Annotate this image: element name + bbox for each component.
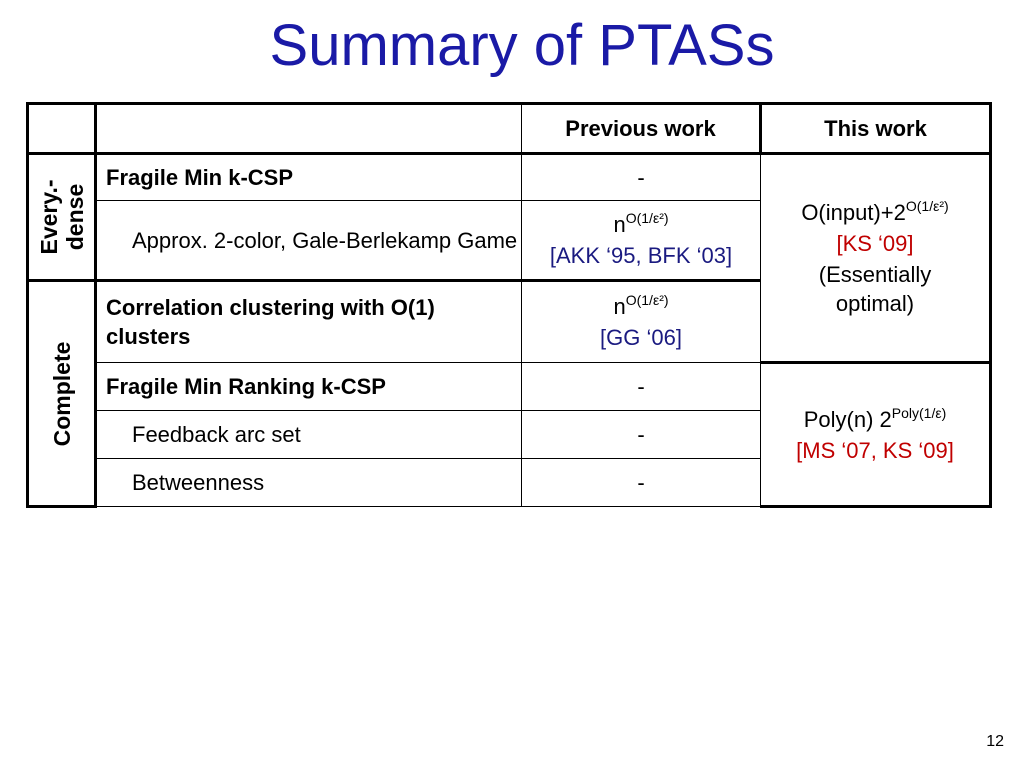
previous-bound: [522, 292, 760, 321]
previous-citation: [AKK ‘95, BFK ‘03]: [549, 243, 733, 268]
header-row: [28, 104, 991, 154]
bound-exponent: O(1/ε²): [625, 292, 669, 308]
row-label: Betweenness: [96, 459, 522, 507]
slide-title: Summary of PTASs: [269, 13, 775, 78]
table-row: [28, 363, 991, 411]
bound-exponent: O(1/ε²): [905, 198, 949, 214]
previous-work-cell: -: [522, 154, 761, 201]
group-complete: [28, 281, 96, 507]
previous-work-cell: [522, 281, 761, 363]
group-label: Complete: [48, 341, 75, 446]
row-label: Feedback arc set: [96, 411, 522, 459]
header-empty-cell: [28, 104, 96, 154]
previous-work-cell: -: [522, 363, 761, 411]
row-label: Fragile Min k-CSP: [96, 154, 522, 201]
page-number: 12: [986, 733, 1004, 750]
bound-base: n: [613, 294, 626, 319]
previous-work-cell: -: [522, 411, 761, 459]
previous-bound: [522, 210, 760, 239]
row-label: Correlation clustering with O(1) clusters: [96, 281, 522, 363]
header-this-work: This work: [761, 104, 991, 154]
this-work-citation: [MS ‘07, KS ‘09]: [796, 437, 954, 463]
header-empty-cell: [96, 104, 522, 154]
this-work-bound: [761, 405, 989, 434]
previous-work-cell: -: [522, 459, 761, 507]
this-work-block: [761, 363, 991, 507]
this-work-note: (Essentially optimal): [818, 262, 932, 316]
this-work-block: [761, 154, 991, 363]
previous-work-cell: [522, 201, 761, 281]
row-label: Approx. 2-color, Gale-Berlekamp Game: [96, 201, 522, 281]
this-work-citation: [KS ‘09]: [836, 231, 914, 256]
previous-citation: [GG ‘06]: [600, 325, 682, 350]
bound-exponent: Poly(1/ε): [891, 404, 947, 421]
group-every-dense: [28, 154, 96, 281]
bound-base: O(input)+2: [801, 200, 906, 225]
this-work-bound: [761, 198, 989, 227]
group-label: Every.- dense: [35, 179, 88, 255]
bound-exponent: O(1/ε²): [625, 210, 669, 226]
table-row: [28, 154, 991, 201]
row-label: Fragile Min Ranking k-CSP: [96, 363, 522, 411]
bound-base: n: [613, 212, 626, 237]
bound-base: Poly(n) 2: [803, 406, 892, 432]
header-previous-work: Previous work: [522, 104, 761, 154]
ptas-summary-table: [26, 102, 992, 508]
